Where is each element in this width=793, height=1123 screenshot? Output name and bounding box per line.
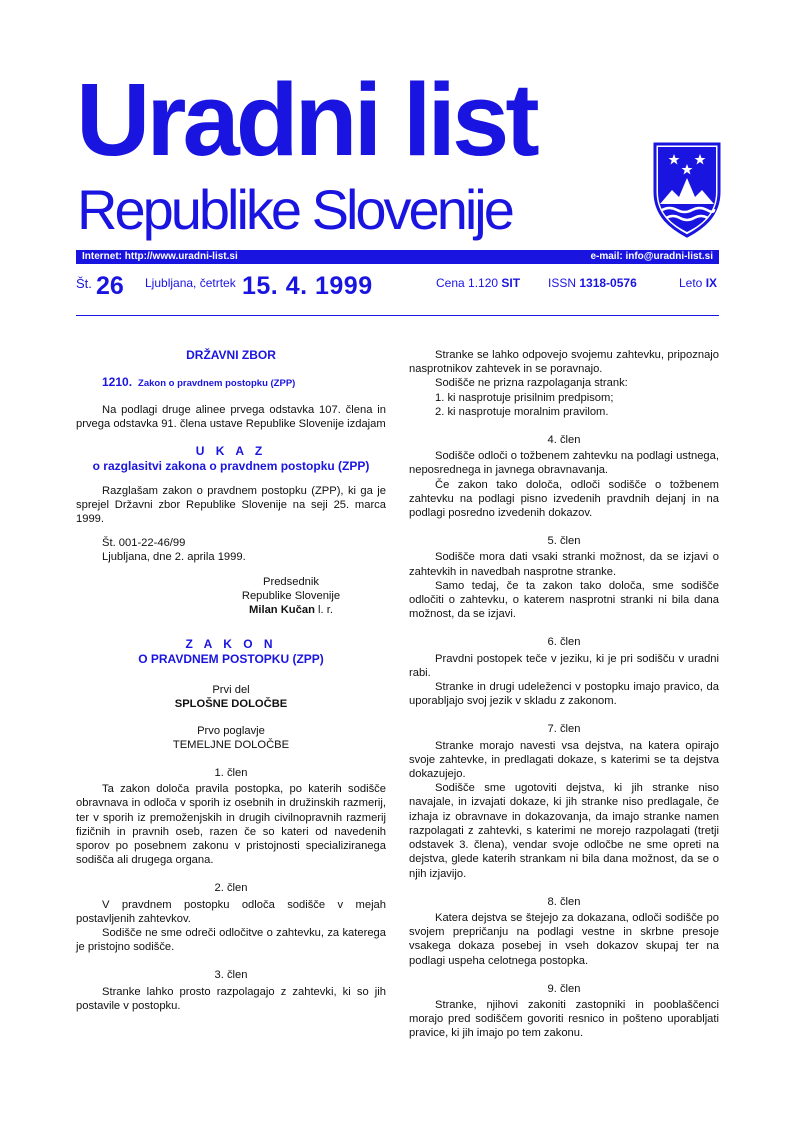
masthead-title: Uradni list — [76, 62, 536, 177]
chapter-title: TEMELJNE DOLOČBE — [172, 738, 290, 751]
issue-place-day: Ljubljana, četrtek — [145, 276, 236, 290]
signer-title-2: Republike Slovenije — [241, 589, 341, 602]
article-8-heading: 8. člen — [547, 895, 581, 908]
act-number: 1210. — [102, 375, 133, 389]
article-3-paragraph-3: Sodišče ne prizna razpolaganja strank: — [435, 377, 628, 390]
article-6-paragraph-1: Pravdni postopek teče v jeziku, ki je pri sodišču v uradni rabi. — [409, 652, 719, 679]
zakon-subheading: O PRAVDNEM POSTOPKU (ZPP) — [138, 652, 324, 667]
article-2-paragraph-1: V pravdnem postopku odloča sodišče v mejah postavljenih zahtevkov. — [76, 898, 386, 925]
email-link[interactable]: e-mail: info@uradni-list.si — [590, 251, 713, 262]
article-7-paragraph-1: Stranke morajo navesti vsa dejstva, na katera opirajo svoje zahtevke, in predlagati dokaze, s katerimi se ta dejstva dokazujejo. — [409, 739, 719, 781]
zakon-heading: Z A K O N — [185, 637, 277, 652]
article-4-heading: 4. člen — [547, 434, 581, 447]
issn-value: 1318-0576 — [579, 276, 637, 290]
leto-value: IX — [705, 276, 718, 290]
signature-block — [226, 575, 356, 618]
article-7-heading: 7. člen — [547, 723, 581, 736]
article-6-paragraph-2: Stranke in drugi udeleženci v postopku imajo pravico, da uporabljajo svoj jezik v skladu z zakonom. — [409, 681, 719, 708]
list-item: 2. ki nasprotuje moralnim pravilom. — [435, 405, 609, 418]
act-title: Zakon o pravdnem postopku (ZPP) — [138, 378, 296, 389]
price-label: Cena 1.120 — [436, 276, 499, 290]
article-9-heading: 9. člen — [547, 982, 581, 995]
article-5-paragraph-1: Sodišče mora dati vsaki stranki možnost, da se izjavi o zahtevkih in navedbah nasprotne stranke. — [409, 551, 719, 578]
ukaz-heading: U K A Z — [195, 443, 267, 458]
list-item: 1. ki nasprotuje prisilnim predpisom; — [435, 391, 614, 404]
reference-number: Št. 001-22-46/99 — [102, 537, 186, 550]
article-5-paragraph-2: Samo tedaj, če ta zakon tako določa, sme sodišče odločiti o zahtevku, o katerem nasprotni stranki ni bila dana možnost, da se izjavi. — [409, 579, 719, 621]
issn-label: ISSN — [548, 276, 577, 290]
internet-link[interactable]: Internet: http://www.uradni-list.si — [82, 251, 238, 262]
intro-paragraph: Na podlagi druge alinee prvega odstavka 107. člena in prvega odstavka 91. člena ustave Republike Slovenije izdajam — [76, 404, 386, 431]
left-column — [76, 348, 386, 1013]
issue-date: 15. 4. 1999 — [242, 272, 373, 300]
right-column — [409, 348, 719, 1041]
issue-year — [679, 276, 717, 290]
article-9-paragraph: Stranke, njihovi zakoniti zastopniki in pooblaščenci morajo pred sodiščem govoriti resnico in pošteno uporabljati pravice, ki jih imajo po tem zakonu. — [409, 998, 719, 1040]
article-4-paragraph-2: Če zakon tako določa, odloči sodišče o tožbenem zahtevku na podlagi pisno izvedenih pravdnih dejanj in na podlagi posredno izvedenih dokazov. — [409, 478, 719, 520]
article-5-heading: 5. člen — [547, 535, 581, 548]
ukaz-subheading: o razglasitvi zakona o pravdnem postopku (ZPP) — [92, 458, 370, 473]
article-8-paragraph: Katera dejstva se štejejo za dokazana, odloči sodišče po svojem prepričanju na podlagi vestne in skrbne presoje vsakega dokaza posebej in vseh dokazov skupaj ter na podlagi uspeha celotnega postopka. — [409, 911, 719, 967]
issue-price — [436, 276, 520, 290]
section-heading: DRŽAVNI ZBOR — [186, 348, 276, 362]
header-divider — [76, 315, 719, 316]
signer-title-1: Predsednik — [263, 575, 319, 588]
article-3-paragraph-2: Stranke se lahko odpovejo svojemu zahtevku, pripoznajo nasprotnikov zahtevek in se poravnajo. — [409, 349, 719, 376]
article-2-heading: 2. člen — [214, 882, 248, 895]
masthead-contact-bar — [76, 250, 719, 264]
signer-name: Milan Kučan — [249, 604, 315, 617]
article-2-paragraph-2: Sodišče ne sme odreči odločitve o zahtevku, za katerega je pristojno sodišče. — [76, 927, 386, 954]
price-currency: SIT — [501, 276, 521, 290]
act-heading — [76, 375, 386, 391]
part-title: SPLOŠNE DOLOČBE — [174, 698, 288, 711]
issue-issn — [548, 276, 637, 290]
article-3-heading: 3. člen — [214, 969, 248, 982]
coat-of-arms-icon — [652, 142, 722, 238]
article-4-paragraph-1: Sodišče odloči o tožbenem zahtevku na podlagi ustnega, neposrednega in javnega obravnavanja. — [409, 450, 719, 477]
article-6-heading: 6. člen — [547, 636, 581, 649]
article-7-paragraph-2: Sodišče sme ugotoviti dejstva, ki jih stranke niso navajale, in izvajati dokaze, ki jih stranke niso predlagale, če izhaja iz obravnave in dokazovanja, da imajo stranke namen razpolagati z zahtevki, s katerimi ne morejo razpolagati (tretji odstavek 3. člena), vendar svoje odločbe ne sme opreti na dejstva, glede katerih strankam ni bila dana možnost, da se o njih izjavijo. — [409, 782, 719, 880]
reference-date: Ljubljana, dne 2. aprila 1999. — [102, 551, 246, 564]
chapter-label: Prvo poglavje — [197, 724, 265, 737]
leto-label: Leto — [679, 276, 703, 290]
article-3-paragraph: Stranke lahko prosto razpolagajo z zahtevki, ki so jih postavile v postopku. — [76, 985, 386, 1012]
article-1-paragraph: Ta zakon določa pravila postopka, po katerih sodišče obravnava in odloča v sporih iz osebnih in družinskih razmerij, ter v sporih iz premoženjskih in drugih civilnopravnih razmerij fizičnih in pravnih oseb, razen če so kateri od navedenih sporov po posebnem zakonu v pristojnosti specializiranega sodišča ali drugega organa. — [76, 783, 386, 867]
issue-number: 26 — [96, 272, 124, 300]
proclamation-paragraph: Razglašam zakon o pravdnem postopku (ZPP), ki ga je sprejel Državni zbor Republike Slovenije na seji 25. marca 1999. — [76, 484, 386, 526]
article-1-heading: 1. člen — [214, 767, 248, 780]
issue-info-row — [0, 270, 793, 304]
masthead-subtitle: Republike Slovenije — [77, 178, 512, 241]
signer-suffix: l. r. — [314, 604, 333, 617]
part-label: Prvi del — [212, 684, 250, 697]
issue-number-label: Št. — [76, 276, 92, 291]
signer-name-line — [226, 603, 356, 617]
